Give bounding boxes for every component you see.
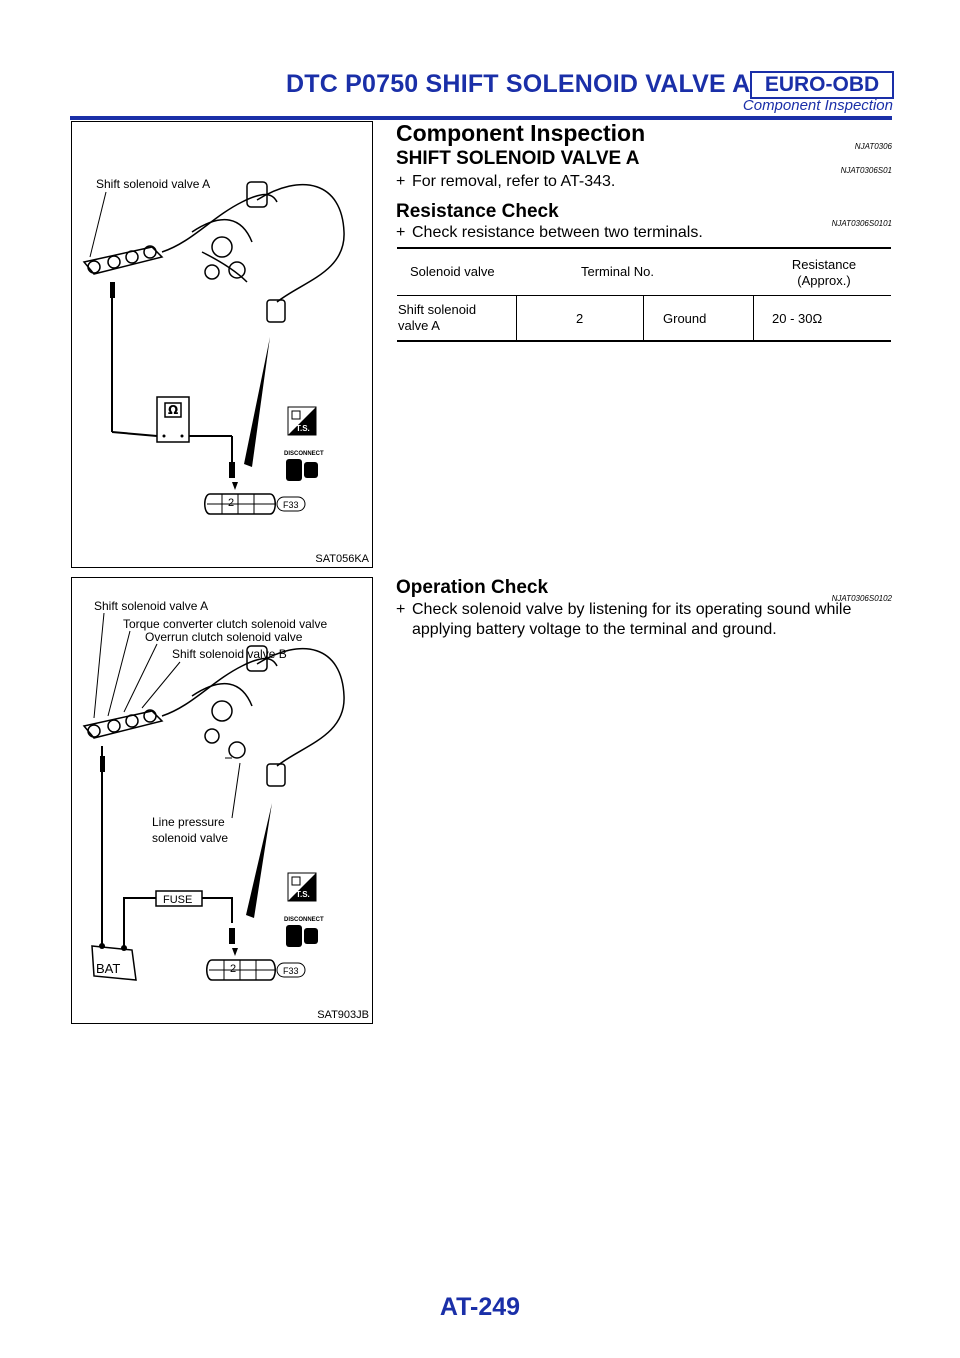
figure-id: SAT903JB [317,1009,369,1021]
operation-line2: applying battery voltage to the terminal and ground. [412,621,777,638]
resistance-check-diagram [72,122,374,569]
svg-text:T.S.: T.S. [296,890,310,899]
operation-check-title: Operation Check [396,577,549,598]
bullet-icon: + [396,224,406,241]
svg-text:BAT: BAT [96,961,121,976]
table-row-ground: Ground [663,311,707,326]
battery-icon [92,943,136,980]
operation-line1: Check solenoid valve by listening for its operating sound while [412,601,852,618]
euro-obd-badge: EURO-OBD [750,71,894,99]
resistance-bullet [396,224,703,242]
table-header-terminal: Terminal No. [581,264,654,279]
disconnect-icon [284,917,324,947]
svg-text:DISCONNECT: DISCONNECT [284,451,324,457]
probe-arrow [244,337,270,467]
terminal-number: 2 [228,497,235,509]
subsection-code: NJAT0306S01 [840,166,892,175]
resistance-bullet-text: Check resistance between two terminals. [412,224,703,241]
figure-id: SAT056KA [315,553,369,565]
terminal-number: 2 [230,963,237,975]
label-shift-solenoid-a: Shift solenoid valve A [96,177,211,191]
table-col-divider-2 [643,295,644,341]
page-header-title: DTC P0750 SHIFT SOLENOID VALVE A [286,70,751,98]
bullet-icon: + [396,601,406,618]
operation-check-diagram [72,578,374,1025]
label-line-pressure-2: solenoid valve [152,831,229,845]
connector-id: F33 [283,966,299,976]
removal-text: For removal, refer to AT-343. [412,173,616,190]
svg-text:DISCONNECT: DISCONNECT [284,917,324,923]
solenoid-assembly-drawing [84,182,344,322]
bullet-icon: + [396,173,406,190]
table-bottom-rule [397,340,891,342]
label-torque-converter-valve: Torque converter clutch solenoid valve [123,617,328,631]
label-overrun-clutch-valve: Overrun clutch solenoid valve [145,630,303,644]
valve-line2: valve A [398,318,440,333]
table-row-valve [398,302,476,334]
ohm-icon: Ω [168,403,179,417]
fuse-label: FUSE [163,894,193,906]
disconnect-icon [284,451,324,481]
table-top-rule [397,247,891,249]
figure-operation-check [71,577,373,1024]
subsection-title: SHIFT SOLENOID VALVE A [396,148,640,169]
valve-line1: Shift solenoid [398,302,477,317]
label-shift-solenoid-a: Shift solenoid valve A [94,599,209,613]
removal-bullet [396,173,615,191]
table-header-rule [397,295,891,296]
ts-icon [288,873,316,901]
resistance-check-title: Resistance Check [396,201,559,222]
ts-icon [288,407,316,435]
table-header-solenoid: Solenoid valve [410,264,495,279]
resistance-header-line1: Resistance [791,257,857,272]
table-col-divider-1 [516,295,517,341]
table-row-terminal: 2 [576,311,584,326]
resistance-header-line2: (Approx.) [797,273,851,288]
svg-text:T.S.: T.S. [296,424,310,433]
section-title: Component Inspection [396,120,646,146]
probe-arrow [246,803,272,918]
operation-check-code: NJAT0306S0102 [831,594,892,603]
page-header-subtitle: Component Inspection [742,97,893,114]
label-shift-solenoid-b: Shift solenoid valve B [172,647,287,661]
connector-id: F33 [283,500,299,510]
table-row-resistance: 20 - 30Ω [772,311,823,326]
page-number: AT-249 [439,1293,521,1321]
label-line-pressure-1: Line pressure [152,815,225,829]
solenoid-assembly-drawing [84,646,344,786]
figure-resistance-check [71,121,373,568]
section-code: NJAT0306 [854,142,892,151]
table-header-resistance [766,257,882,289]
table-col-divider-3 [753,295,754,341]
operation-bullet [396,600,893,640]
resistance-check-code: NJAT0306S0101 [831,219,892,228]
